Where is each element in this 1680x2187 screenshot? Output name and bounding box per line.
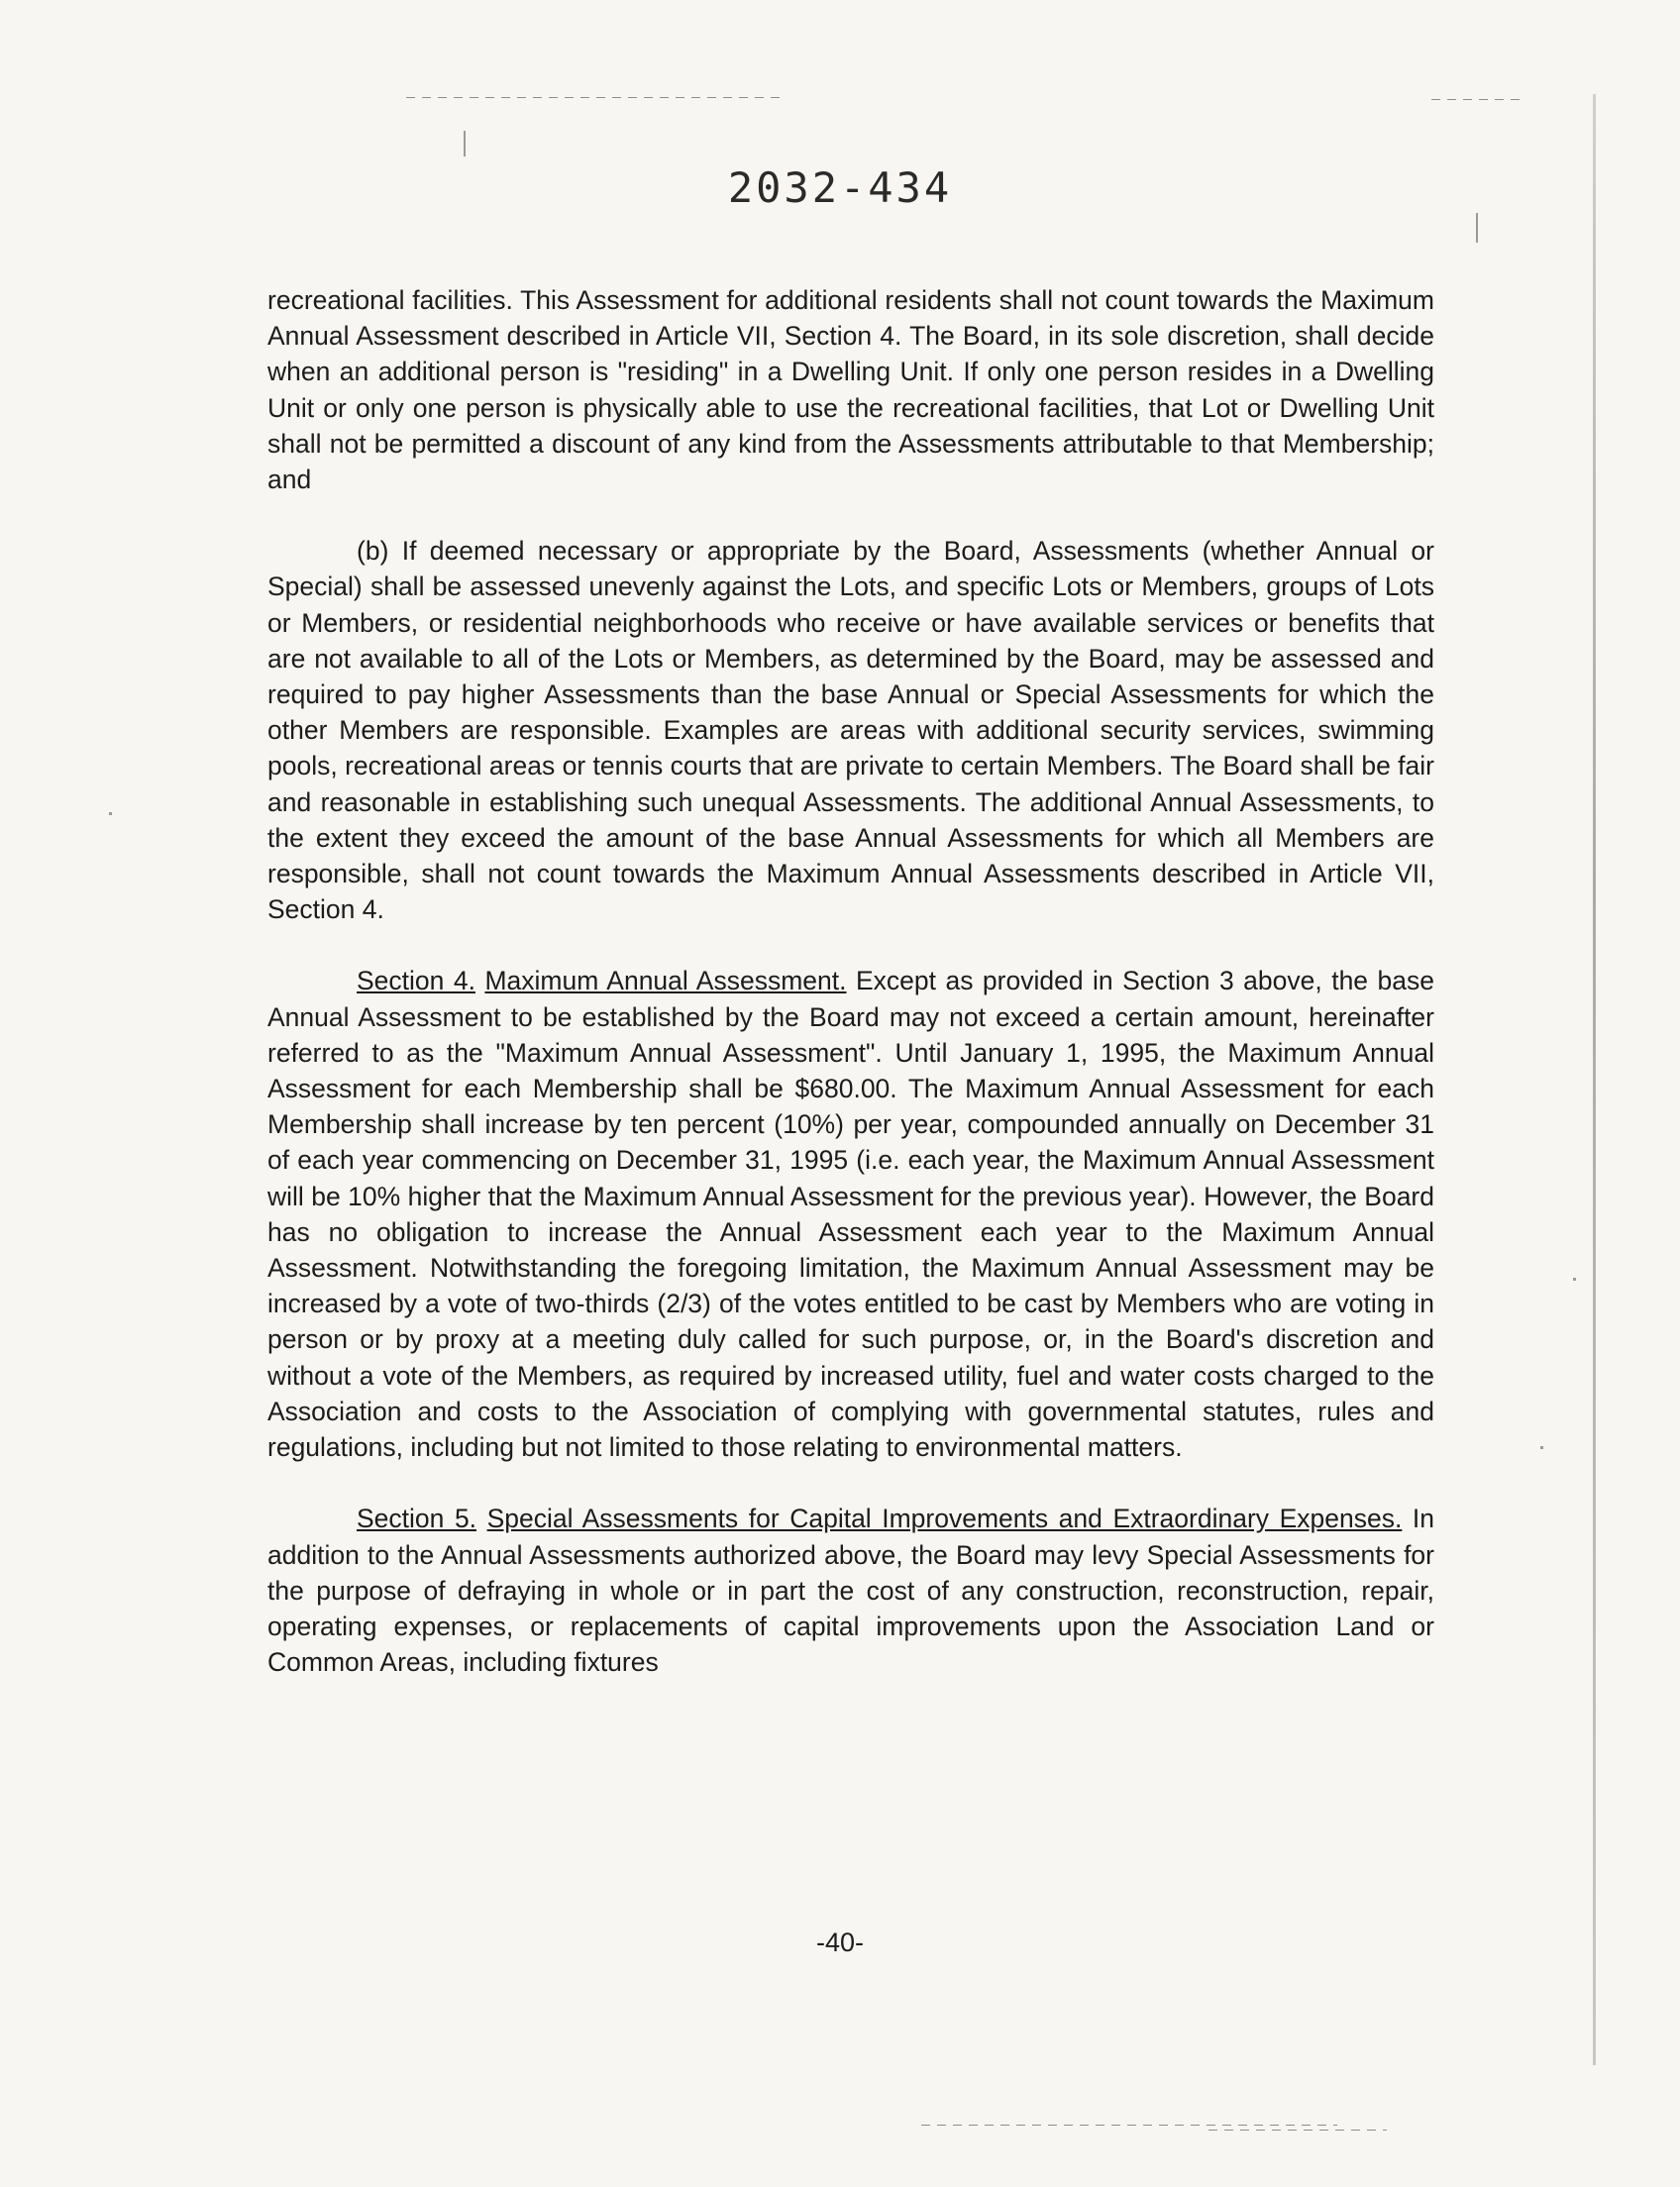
scan-artifact-top-dashes xyxy=(406,97,783,98)
section-4-label: Section 4. xyxy=(357,966,475,996)
paragraph-recreational-facilities: recreational facilities. This Assessment for additional residents shall not count towards the Maximum Annual Assessment described in Article VII, Section 4. The Board, in its sole discretion, shall decide when an additional person is "residing" in a Dwelling Unit. If only one person resides in a Dwelling Unit or only one person is physically able to use the recreational facilities, that Lot or Dwelling Unit shall not be permitted a discount of any kind from the Assessments attributable to that Membership; and xyxy=(267,285,1434,495)
scan-artifact-mark xyxy=(464,131,466,156)
scan-artifact-mark xyxy=(1476,213,1478,243)
scan-artifact-top-right-dashes xyxy=(1431,99,1525,100)
scan-artifact-bottom-dashes xyxy=(1208,2130,1387,2131)
scan-artifact-dot xyxy=(109,812,112,815)
scan-artifact-dot xyxy=(1540,1446,1543,1449)
section-5-title: Special Assessments for Capital Improvements and Extraordinary Expenses. xyxy=(486,1504,1403,1534)
section-5-paragraph xyxy=(267,1501,1434,1680)
section-4-text: Except as provided in Section 3 above, the base Annual Assessment to be established by the Board may not exceed a certain amount, hereinafter referred to as the "Maximum Annual Assessment". Until January 1, 1995, the Maximum Annual Assessment for each Membership shall be $680.00. The Maximum Annual Assessment for each Membership shall increase by ten percent (10%) per year, compounded annually on December 31 of each year commencing on December 31, 1995 (i.e. each year, the Maximum Annual Assessment will be 10% higher that the Maximum Annual Assessment for the previous year). However, the Board has no obligation to increase the Annual Assessment each year to the Maximum Annual Assessment. Notwithstanding the foregoing limitation, the Maximum Annual Assessment may be increased by a vote of two-thirds (2/3) of the votes entitled to be cast by Members who are voting in person or by proxy at a meeting duly called for such purpose, or, in the Board's discretion and without a vote of the Members, as required by increased utility, fuel and water costs charged to the Association and costs to the Association of complying with governmental statutes, rules and regulations, including but not limited to those relating to environmental matters. xyxy=(267,966,1434,1463)
scan-artifact-right-edge-line xyxy=(1593,94,1596,2065)
section-4-title: Maximum Annual Assessment. xyxy=(484,966,847,996)
section-4-paragraph xyxy=(267,963,1434,1465)
page-number: -40- xyxy=(815,1927,864,1957)
section-5-label: Section 5. xyxy=(357,1504,477,1534)
paragraph-b-uneven-assessments: (b) If deemed necessary or appropriate by the Board, Assessments (whether Annual or Special) shall be assessed unevenly against the Lots, and specific Lots or Members, groups of Lots or Members, or residential neighborhoods who receive or have available services or benefits that are not available to all of the Lots or Members, as determined by the Board, may be assessed and required to pay higher Assessments than the base Annual or Special Assessments for which the other Members are responsible. Examples are areas with additional security services, swimming pools, recreational areas or tennis courts that are private to certain Members. The Board shall be fair and reasonable in establishing such unequal Assessments. The additional Annual Assessments, to the extent they exceed the amount of the base Annual Assessments for which all Members are responsible, shall not count towards the Maximum Annual Assessments described in Article VII, Section 4. xyxy=(267,536,1434,925)
document-body xyxy=(267,282,1434,1716)
document-number: 2032-434 xyxy=(727,163,953,212)
scan-artifact-dot xyxy=(1573,1278,1576,1281)
section-5-text: In addition to the Annual Assessments authorized above, the Board may levy Special Assessments for the purpose of defraying in whole or in part the cost of any construction, reconstruction, repair, operating expenses, or replacements of capital improvements upon the Association Land or Common Areas, including fixtures xyxy=(267,1504,1434,1678)
scan-artifact-bottom-dashes xyxy=(921,2125,1337,2126)
